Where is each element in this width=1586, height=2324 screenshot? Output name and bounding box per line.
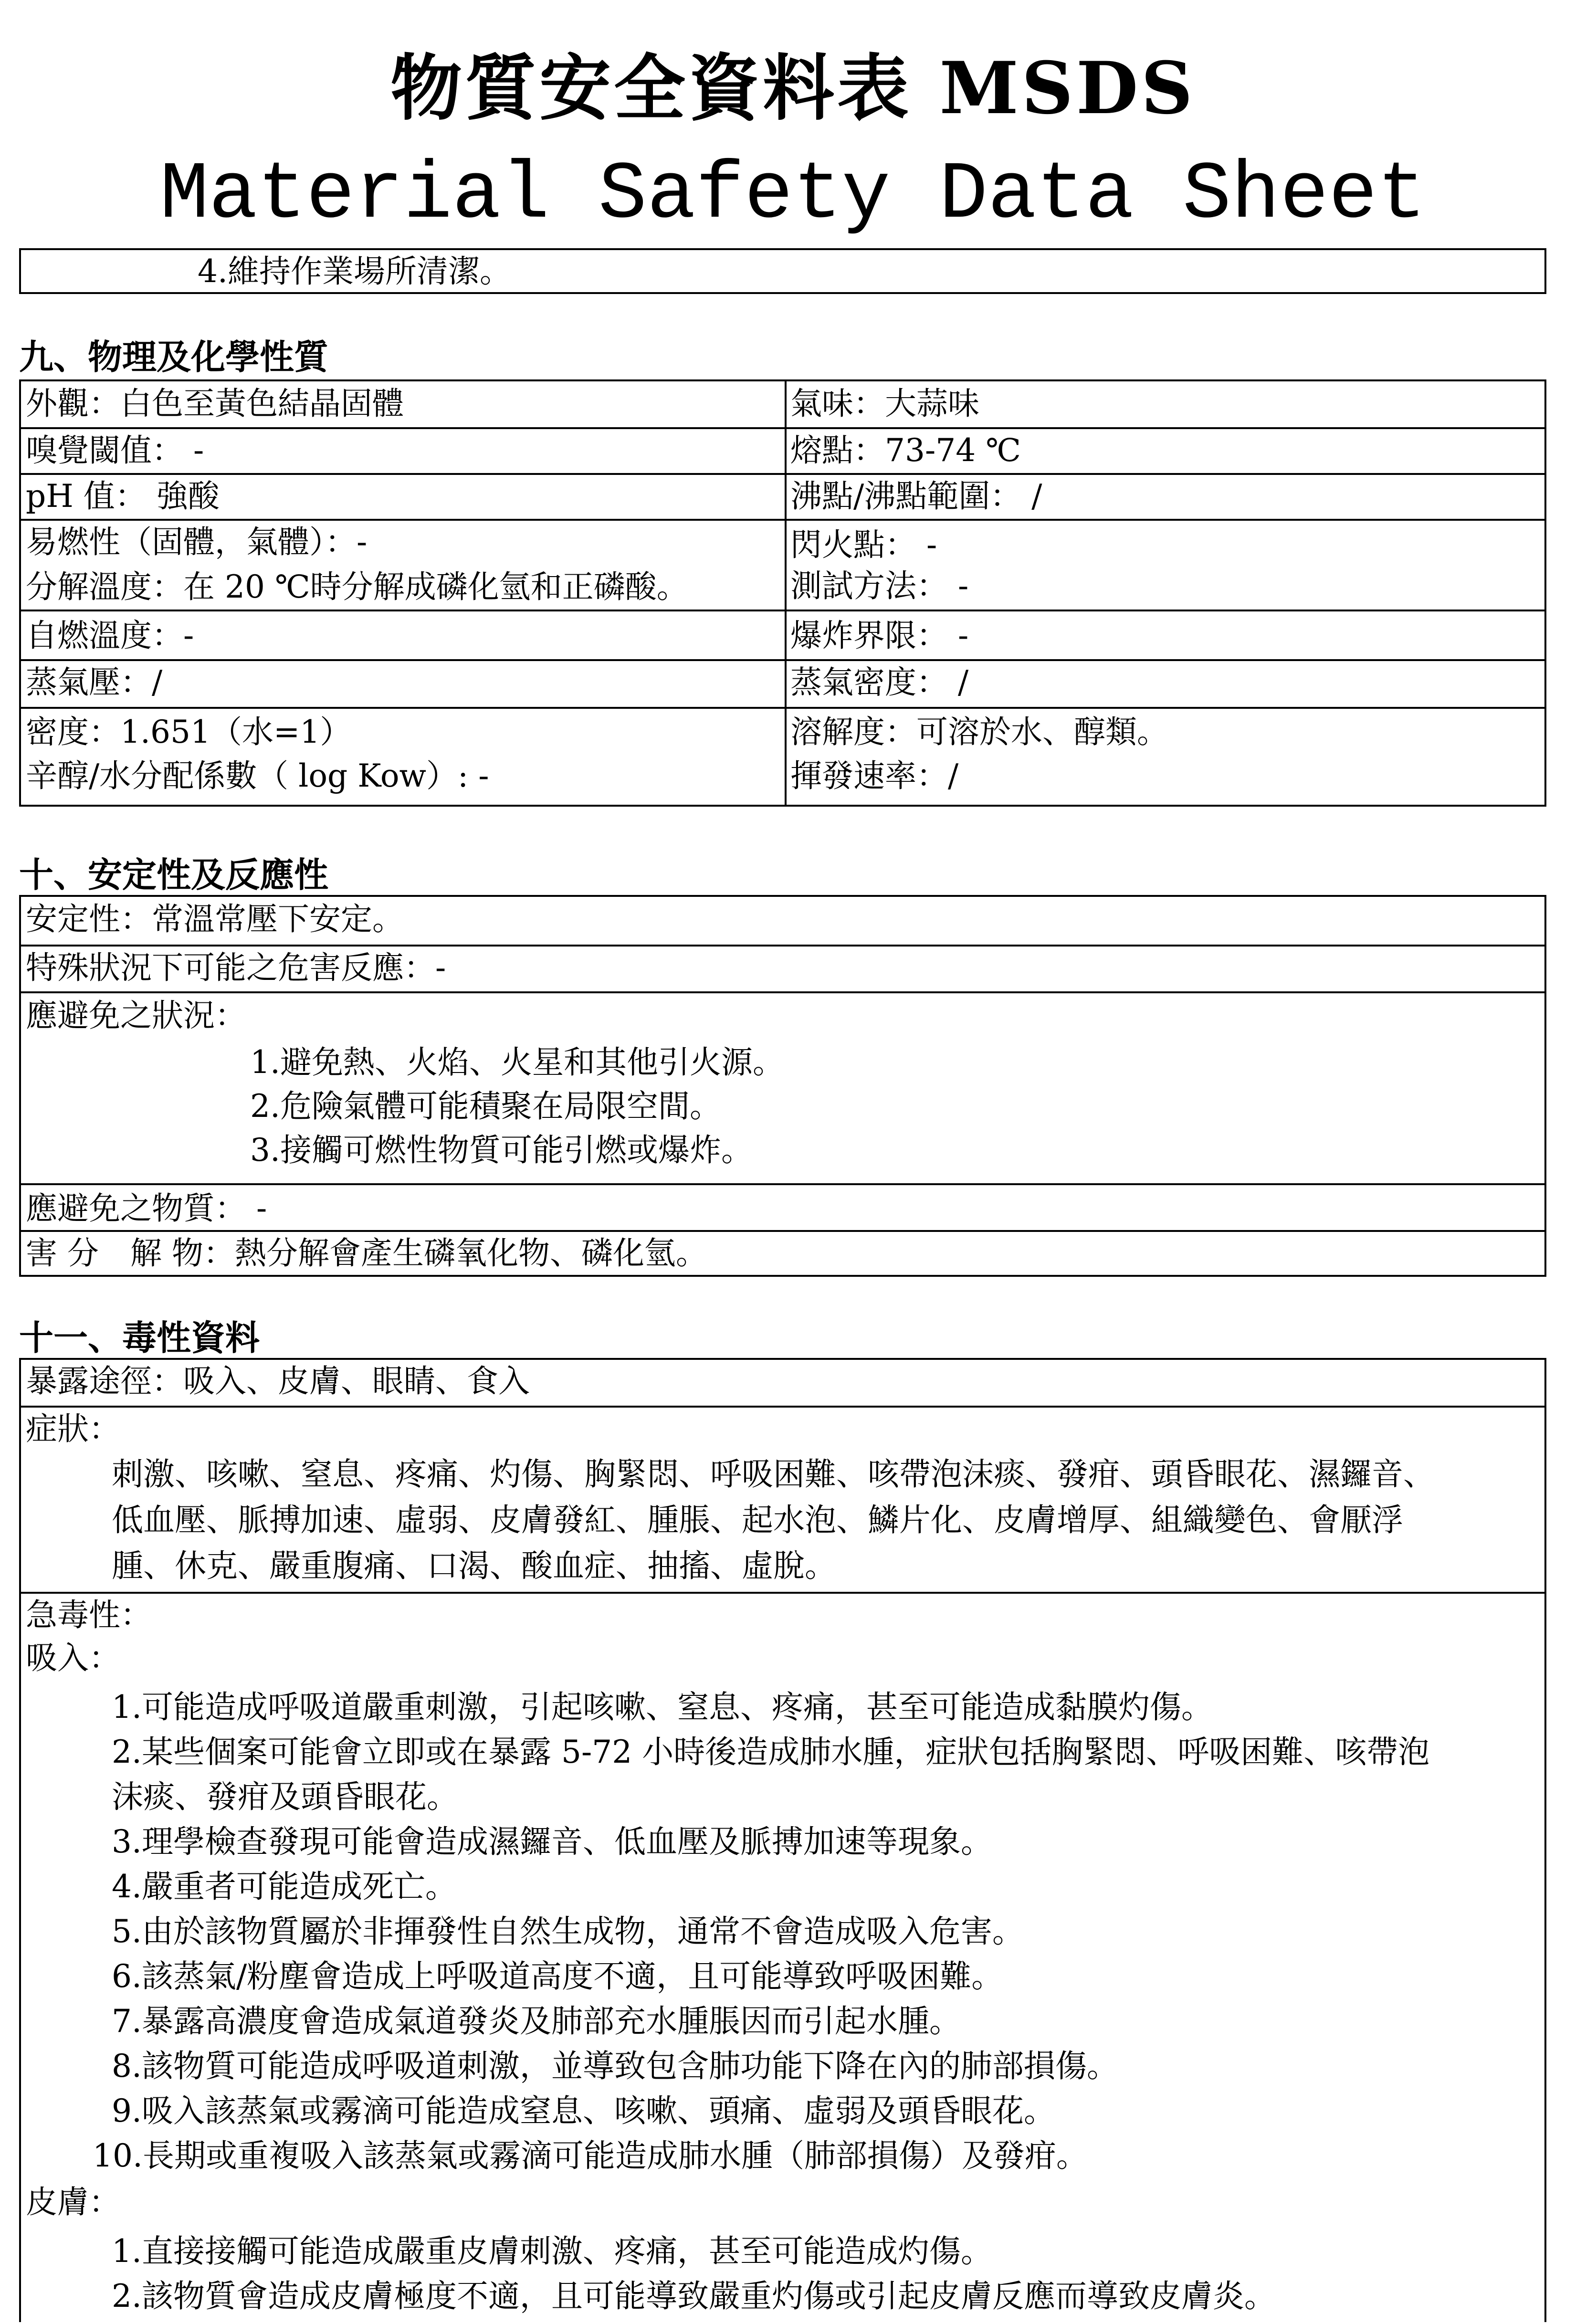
list-item: 3.接觸可燃性物質可能引燃或爆炸。: [250, 1132, 753, 1168]
test-method: 測試方法： -: [790, 568, 969, 604]
explosion-limits: 爆炸界限： -: [790, 617, 969, 654]
table-row: [21, 897, 1544, 945]
conditions-to-avoid-label: 應避免之狀況：: [26, 997, 246, 1034]
stability: 安定性：常溫常壓下安定。: [26, 901, 404, 937]
list-item: 2.某些個案可能會立即或在暴露 5-72 小時後造成肺水腫，症狀包括胸緊悶、呼吸困難、咳帶泡: [112, 1734, 1430, 1770]
section-11-title: 十一、毒性資料: [19, 1317, 260, 1358]
table-row: [21, 1230, 1544, 1275]
section-10-title: 十、安定性及反應性: [19, 854, 329, 895]
autoignition-temperature: 自燃溫度：-: [26, 617, 194, 654]
symptoms-label: 症狀：: [26, 1410, 120, 1447]
list-item: 沫痰、發疳及頭昏眼花。: [112, 1778, 458, 1815]
list-item: 2.危險氣體可能積聚在局限空間。: [250, 1088, 721, 1125]
table-row: [21, 991, 1544, 1183]
melting-point: 熔點：73-74 ℃: [790, 432, 1021, 469]
boiling-point: 沸點/沸點範圍： /: [790, 478, 1042, 515]
table-row: [21, 473, 1544, 519]
vapor-density: 蒸氣密度： /: [790, 664, 969, 701]
list-item: 9.吸入該蒸氣或霧滴可能造成窒息、咳嗽、頭痛、虛弱及頭昏眼花。: [112, 2093, 1055, 2129]
appearance: 外觀：白色至黃色結晶固體: [26, 385, 404, 422]
table-row: [21, 519, 1544, 610]
decomposition-products: 害 分 解 物：熱分解會產生磷氧化物、磷化氫。: [26, 1235, 707, 1272]
incompatible-materials: 應避免之物質： -: [26, 1190, 267, 1227]
table-row: [21, 610, 1544, 659]
section-11-table: [19, 1358, 1546, 2322]
acute-toxicity-label: 急毒性：: [26, 1597, 152, 1633]
symptoms-line: 低血壓、脈搏加速、虛弱、皮膚發紅、腫脹、起水泡、鱗片化、皮膚增厚、組織變色、會厭浮: [112, 1502, 1403, 1538]
flammability: 易燃性（固體，氣體）：-: [26, 524, 368, 560]
list-item: 8.該物質可能造成呼吸道刺激，並導致包含肺功能下降在內的肺部損傷。: [112, 2048, 1118, 2084]
list-item: 7.暴露高濃度會造成氣道發炎及肺部充水腫脹因而引起水腫。: [112, 2003, 961, 2040]
table-row: [21, 1592, 1544, 2324]
decomposition-temperature: 分解溫度：在 20 ℃時分解成磷化氫和正磷酸。: [26, 568, 688, 605]
list-item: 4.嚴重者可能造成死亡。: [112, 1868, 457, 1905]
list-item: 2.該物質會造成皮膚極度不適，且可能導致嚴重灼傷或引起皮膚反應而導致皮膚炎。: [112, 2278, 1276, 2314]
section-10-table: [19, 895, 1546, 1277]
table-row: [21, 427, 1544, 473]
list-item: 3.理學檢查發現可能會造成濕鑼音、低血壓及脈搏加速等現象。: [112, 1823, 992, 1860]
flash-point: 閃火點： -: [790, 526, 937, 563]
table-row: [21, 707, 1544, 805]
hazardous-reactions: 特殊狀況下可能之危害反應：-: [26, 949, 446, 986]
evaporation-rate: 揮發速率：/: [790, 757, 959, 794]
list-item: 6.該蒸氣/粉塵會造成上呼吸道高度不適，且可能導致呼吸困難。: [112, 1958, 1003, 1995]
odor-threshold: 嗅覺閾值： -: [26, 432, 204, 469]
exposure-routes: 暴露途徑：吸入、皮膚、眼睛、食入: [26, 1363, 530, 1399]
table-row: [21, 381, 1544, 427]
document-title-chinese: 物質安全資料表 MSDS: [390, 46, 1196, 130]
list-item: 10.長期或重複吸入該蒸氣或霧滴可能造成肺水腫（肺部損傷）及發疳。: [93, 2137, 1088, 2174]
solubility: 溶解度：可溶於水、醇類。: [790, 714, 1168, 750]
document-title-english: Material Safety Data Sheet: [160, 149, 1426, 242]
table-row: [21, 1406, 1544, 1592]
ph-value: pH 值： 強酸: [26, 478, 220, 515]
partition-coefficient: 辛醇/水分配係數（ log Kow）: -: [26, 757, 489, 794]
section-9-title: 九、物理及化學性質: [19, 337, 329, 377]
symptoms-line: 刺激、咳嗽、窒息、疼痛、灼傷、胸緊悶、呼吸困難、咳帶泡沫痰、發疳、頭昏眼花、濕鑼音、: [112, 1456, 1435, 1493]
previous-section-box: [19, 248, 1546, 294]
list-item: 5.由於該物質屬於非揮發性自然生成物，通常不會造成吸入危害。: [112, 1913, 1024, 1950]
table-row: [21, 659, 1544, 707]
symptoms-line: 腫、休克、嚴重腹痛、口渴、酸血症、抽搐、虛脫。: [112, 1547, 836, 1584]
list-item: 1.避免熱、火焰、火星和其他引火源。: [250, 1044, 784, 1081]
list-item: 1.可能造成呼吸道嚴重刺激，引起咳嗽、窒息、疼痛，甚至可能造成黏膜灼傷。: [112, 1689, 1213, 1725]
inhalation-label: 吸入：: [26, 1640, 120, 1676]
table-row: [21, 945, 1544, 991]
odor: 氣味：大蒜味: [790, 385, 979, 422]
vapor-pressure: 蒸氣壓：/: [26, 664, 163, 701]
density: 密度：1.651（水=1）: [26, 714, 352, 750]
list-item: 1.直接接觸可能造成嚴重皮膚刺激、疼痛，甚至可能造成灼傷。: [112, 2233, 992, 2270]
section-9-table: [19, 379, 1546, 807]
handling-item-4: 4.維持作業場所清潔。: [198, 253, 511, 290]
skin-label: 皮膚：: [26, 2184, 120, 2220]
table-row: [21, 1183, 1544, 1230]
table-row: [21, 1360, 1544, 1406]
